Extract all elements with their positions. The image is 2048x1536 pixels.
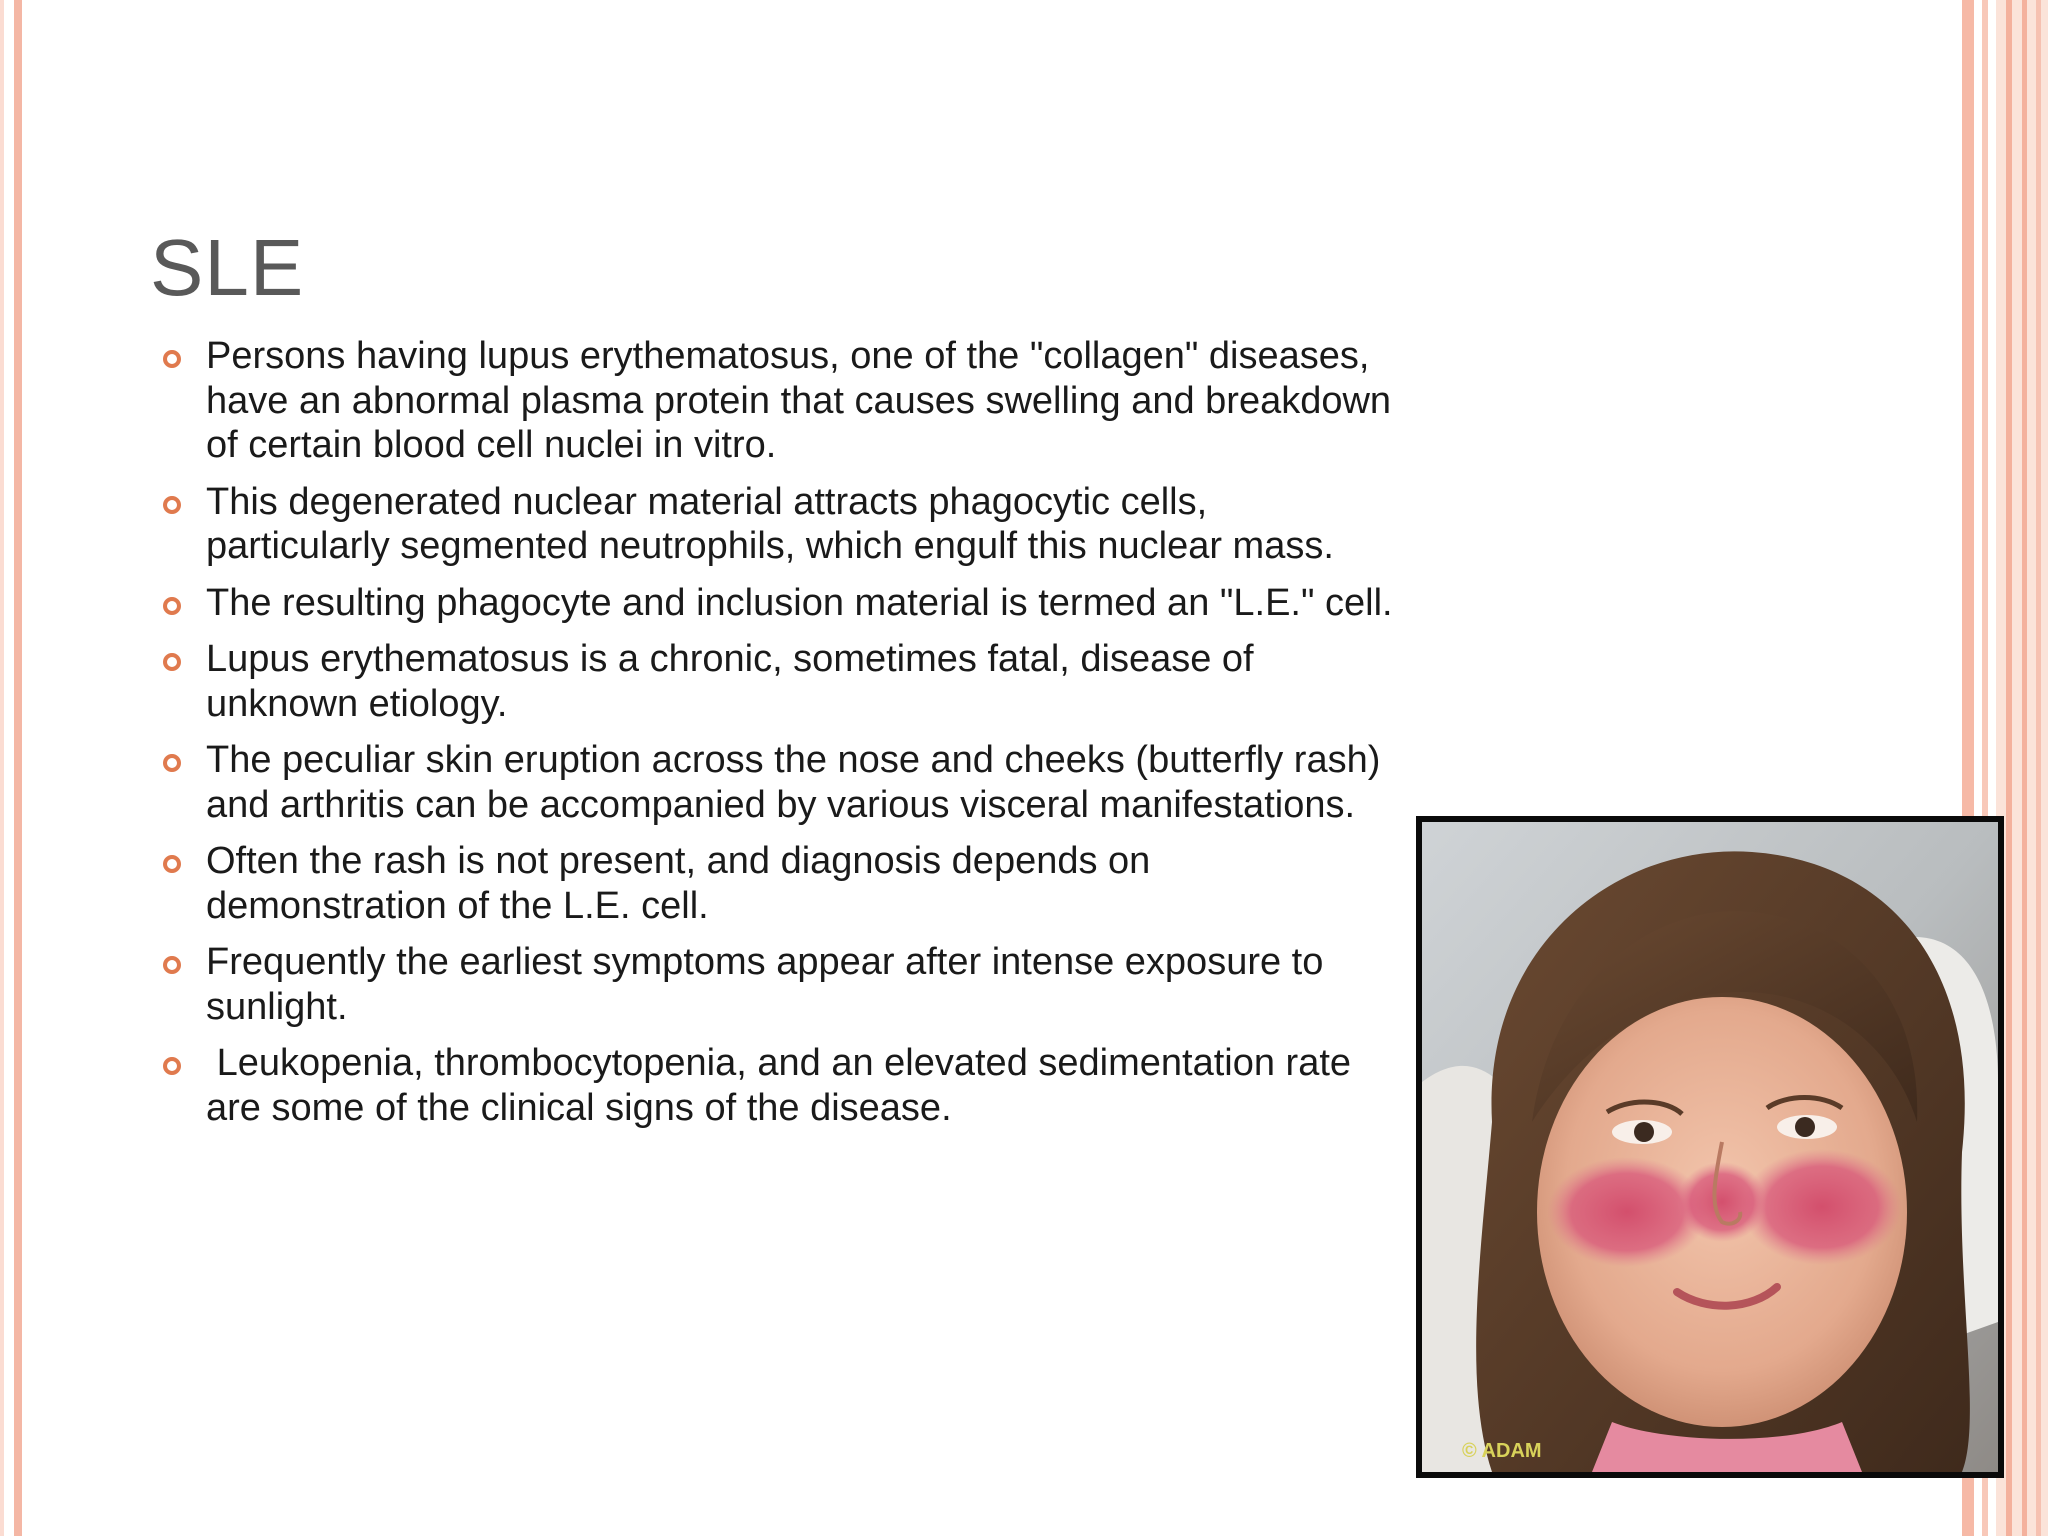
bullet-list [160,334,1400,1142]
bullet-item [160,581,1400,626]
bullet-circle-icon [163,597,181,615]
bullet-circle-icon [163,496,181,514]
bullet-text: The peculiar skin eruption across the nose and cheeks (butterfly rash) and arthritis can be accompanied by various visceral manifestations. [206,739,1381,826]
bullet-circle-icon [163,350,181,368]
bullet-circle-icon [163,754,181,772]
bullet-item [160,480,1400,569]
bullet-text: Frequently the earliest symptoms appear after intense exposure to sunlight. [206,941,1324,1028]
photo-illustration [1422,822,1998,1472]
right-border-stripe-4 [2022,0,2027,1536]
bullet-text: Leukopenia, thrombocytopenia, and an elevated sedimentation rate are some of the clinical signs of the disease. [206,1042,1362,1129]
left-border-stripe [14,0,22,1536]
photo-watermark: © ADAM [1462,1440,1542,1462]
right-border-stripe-5 [2036,0,2041,1536]
right-border-stripe-3 [2006,0,2012,1536]
bullet-item [160,839,1400,928]
bullet-item [160,334,1400,468]
bullet-item [160,738,1406,827]
bullet-item [160,637,1400,726]
butterfly-rash-photo [1416,816,2004,1478]
bullet-text: Often the rash is not present, and diagnosis depends on demonstration of the L.E. cell. [206,840,1151,927]
bullet-text: This degenerated nuclear material attracts phagocytic cells, particularly segmented neutrophils, which engulf this nuclear mass. [206,480,1334,567]
bullet-text: Lupus erythematosus is a chronic, sometimes fatal, disease of unknown etiology. [206,638,1254,725]
bullet-item [160,940,1400,1029]
slide-title: SLE [150,223,305,312]
bullet-text: Persons having lupus erythematosus, one of the "collagen" diseases, have an abnormal plasma protein that causes swelling and breakdown of certain blood cell nuclei in vitro. [206,335,1392,466]
bullet-text: The resulting phagocyte and inclusion material is termed an "L.E." cell. [206,581,1393,624]
bullet-circle-icon [163,956,181,974]
left-border-stripe-outer [0,0,4,1536]
bullet-item [160,1041,1400,1130]
bullet-circle-icon [163,1057,181,1075]
bullet-circle-icon [163,855,181,873]
bullet-circle-icon [163,653,181,671]
